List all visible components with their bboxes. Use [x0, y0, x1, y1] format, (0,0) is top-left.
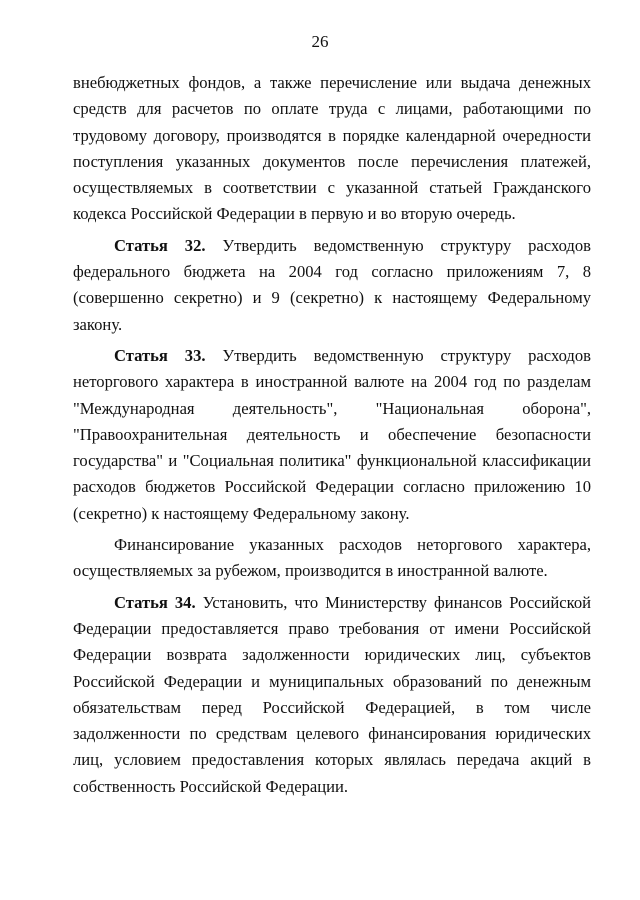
article-32 — [73, 233, 591, 338]
article-title: Статья 32. — [114, 235, 206, 255]
article-33 — [73, 343, 591, 527]
paragraph-text: Финансирование указанных расходов неторгового характера, осуществляемых за рубежом, производится в иностранной валюте. — [73, 535, 591, 581]
document-body — [73, 70, 591, 800]
paragraph-text: Установить, что Министерству финансов Российской Федерации предоставляется право требования от имени Российской Федерации возврата задолженности юридических лиц, субъектов Российской Федерации и муниципальных образований по денежным обязательствам перед Российской Федерацией, в том числе задолженности по средствам целевого финансирования юридических лиц, условием предоставления которых являлась передача акций в собственность Российской Федерации. — [73, 592, 591, 796]
paragraph-text: Утвердить ведомственную структуру расходов неторгового характера в иностранной валюте на 2004 год по разделам "Международная деятельность", "Национальная оборона", "Правоохранительная деятельность и обеспечение безопасности государства" и "Социальная политика" функциональной классификации расходов бюджетов Российской Федерации согласно приложению 10 (секретно) к настоящему Федеральному закону. — [73, 345, 592, 523]
article-34 — [73, 590, 591, 800]
article-title: Статья 33. — [114, 345, 206, 365]
paragraph-text: Утвердить ведомственную структуру расходов федерального бюджета на 2004 год согласно приложениям 7, 8 (совершенно секретно) и 9 (секретно) к настоящему Федеральному закону. — [73, 235, 592, 334]
page-number: 26 — [311, 32, 329, 51]
paragraph-continuation — [73, 70, 591, 228]
paragraph-financing — [73, 532, 591, 585]
paragraph-text: внебюджетных фондов, а также перечисление или выдача денежных средств для расчетов по оплате труда с лицами, работающими по трудовому договору, производятся в порядке календарной очередности поступления указанных документов после перечисления платежей, осуществляемых в соответствии с указанной статьей Гражданского кодекса Российской Федерации в первую и во вторую очередь. — [73, 73, 591, 224]
article-title: Статья 34. — [114, 592, 196, 612]
